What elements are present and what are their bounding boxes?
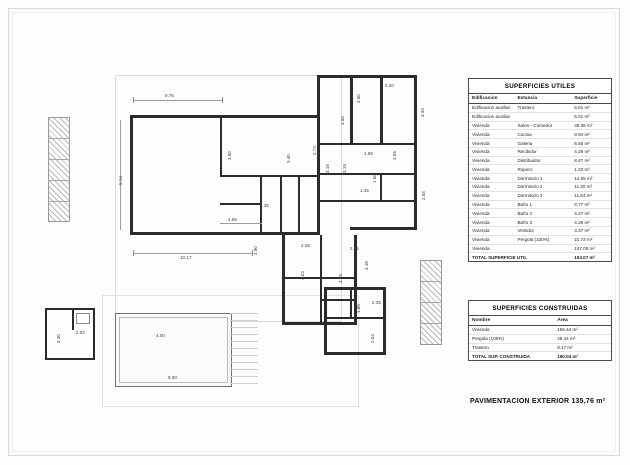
cell-edificacion: Vivienda bbox=[469, 200, 514, 209]
col-nombre: Nombre bbox=[469, 316, 554, 326]
cell-superficie: 11.64 m² bbox=[571, 191, 611, 200]
dim-tick-4 bbox=[252, 250, 253, 256]
wall-trastero-north bbox=[45, 308, 95, 310]
cell-total-label: TOTAL SUP. CONSTRUIDA bbox=[469, 352, 554, 360]
wall-annex-east bbox=[383, 287, 386, 355]
cell-edificacion: Vivienda bbox=[469, 130, 514, 139]
cell-superficie: 6.01 m² bbox=[571, 112, 611, 121]
table-row bbox=[469, 174, 611, 183]
cell-total-value: 190.04 m² bbox=[554, 352, 611, 360]
cell-superficie: 4.29 m² bbox=[571, 147, 611, 156]
trastero-fixture bbox=[76, 313, 90, 324]
table-row bbox=[469, 191, 611, 200]
cell-edificacion: Vivienda bbox=[469, 147, 514, 156]
table-row-subtotal bbox=[469, 244, 611, 253]
wall-partition-6 bbox=[220, 203, 262, 205]
dim-403: 4.03 bbox=[300, 271, 305, 280]
wall-interior-wing-h2 bbox=[317, 173, 417, 175]
dim-319: 3.19 bbox=[342, 164, 347, 173]
dim-315: 3.15 bbox=[325, 164, 330, 173]
dim-252: 2.52 bbox=[76, 330, 85, 335]
cell-area: 8.17 m² bbox=[554, 343, 611, 352]
cell-estancia: Vestidor bbox=[514, 226, 571, 235]
wall-partition-5 bbox=[298, 177, 300, 233]
wall-annex-west bbox=[324, 287, 327, 355]
cell-edificacion: Vivienda bbox=[469, 209, 514, 218]
table-construidas-title: SUPERFICIES CONSTRUIDAS bbox=[469, 301, 611, 316]
wall-annex-h bbox=[324, 317, 386, 319]
cell-edificacion: Vivienda bbox=[469, 156, 514, 165]
cell-total-value: 153.07 m² bbox=[571, 253, 611, 261]
dim-1017: 10.17 bbox=[180, 255, 192, 260]
pool-inner bbox=[119, 317, 228, 383]
cell-edificacion: Edificacion auxiliar bbox=[469, 112, 514, 121]
dim-514: 5.14 bbox=[118, 176, 123, 185]
wall-interior-wing-v1 bbox=[350, 75, 353, 145]
wall-interior-wing-h1 bbox=[317, 143, 417, 145]
dim-418: 4.18 bbox=[364, 261, 369, 270]
dim-400: 4.00 bbox=[156, 333, 165, 338]
cell-edificacion: Vivienda bbox=[469, 235, 514, 244]
table-row bbox=[469, 200, 611, 209]
cell-edificacion: Vivienda bbox=[469, 174, 514, 183]
table-row bbox=[469, 147, 611, 156]
wall-south-block-mid bbox=[320, 235, 322, 323]
pergola-rib-2 bbox=[48, 159, 70, 160]
dim-255: 2.55 bbox=[421, 191, 426, 200]
wall-trastero-east bbox=[93, 308, 95, 360]
dimline-456 bbox=[220, 223, 262, 224]
dim-393: 3.93 bbox=[420, 108, 425, 117]
cell-estancia: Dormitorio 2 bbox=[514, 183, 571, 192]
cell-superficie: 4.27 m² bbox=[571, 209, 611, 218]
table-row bbox=[469, 209, 611, 218]
cell-total-label: TOTAL SUPERFICIE UTIL bbox=[469, 253, 571, 261]
col-area: Área bbox=[554, 316, 611, 326]
dim-tick-3 bbox=[133, 250, 134, 256]
table-utiles-header-row bbox=[469, 94, 611, 104]
wall-wing-lower-south bbox=[350, 227, 417, 230]
wall-north-main bbox=[130, 115, 320, 118]
pool-deck-hatch bbox=[230, 313, 258, 385]
cell-estancia: Dormitorio 3 bbox=[514, 191, 571, 200]
cell-area: 156.44 m² bbox=[554, 326, 611, 335]
cell-superficie: 8.77 m² bbox=[571, 200, 611, 209]
cell-edificacion: Vivienda bbox=[469, 226, 514, 235]
dim-135: 1.35 bbox=[260, 203, 269, 208]
cell-superficie: 8.47 m² bbox=[571, 156, 611, 165]
dim-225: 2.25 bbox=[350, 246, 359, 251]
dimline-514 bbox=[120, 120, 121, 230]
floor-plan-drawing bbox=[20, 55, 450, 425]
table-row bbox=[469, 156, 611, 165]
dim-320: 3.20 bbox=[385, 83, 394, 88]
cell-estancia: Baño 2 bbox=[514, 209, 571, 218]
col-edificacion: Edificacion bbox=[469, 94, 514, 104]
cell-edificacion: Vivienda bbox=[469, 183, 514, 192]
col-superficie: Superficie bbox=[571, 94, 611, 104]
col-estancia: Estancia bbox=[514, 94, 571, 104]
dim-145: 1.45 bbox=[360, 188, 369, 193]
cell-estancia: Trastero bbox=[514, 104, 571, 113]
dim-tick-2 bbox=[222, 97, 223, 103]
wall-partition-4 bbox=[280, 175, 282, 233]
pergola-hatch-west bbox=[48, 117, 70, 222]
table-superficies-construidas bbox=[468, 300, 612, 361]
table-utiles-title: SUPERFICIES UTILES bbox=[469, 79, 611, 94]
wall-south-block-h1 bbox=[282, 277, 357, 279]
dimline-975 bbox=[133, 100, 223, 101]
pergola-east-rib-1 bbox=[420, 281, 442, 282]
table-row bbox=[469, 139, 611, 148]
cell-estancia bbox=[514, 112, 571, 121]
wall-east-main bbox=[317, 75, 320, 235]
cell-subtotal-estancia bbox=[514, 244, 571, 253]
cell-superficie: 4.29 m² bbox=[571, 218, 611, 227]
pergola-east-rib-2 bbox=[420, 302, 442, 303]
wall-south-block-west bbox=[282, 235, 285, 325]
wall-trastero-part bbox=[72, 308, 74, 330]
dim-235: 2.35 bbox=[372, 300, 381, 305]
dimline-1017 bbox=[133, 253, 253, 254]
table-row bbox=[469, 334, 611, 343]
wall-interior-wing-h3 bbox=[317, 200, 417, 202]
cell-nombre: Pergola (100%) bbox=[469, 334, 554, 343]
dim-160: 1.60 bbox=[372, 174, 377, 183]
table-row-total bbox=[469, 352, 611, 360]
wall-trastero-west bbox=[45, 308, 47, 360]
cell-nombre: Trastero bbox=[469, 343, 554, 352]
cell-superficie: 9.94 m² bbox=[571, 130, 611, 139]
wall-south-main bbox=[130, 232, 320, 235]
dim-360: 3.60 bbox=[227, 151, 232, 160]
cell-edificacion: Vivienda bbox=[469, 218, 514, 227]
dim-355: 3.55 bbox=[340, 116, 345, 125]
table-utiles-grid bbox=[469, 94, 611, 261]
cell-nombre: Vivienda bbox=[469, 326, 554, 335]
wall-west-main bbox=[130, 115, 133, 235]
pergola-east-rib-3 bbox=[420, 323, 442, 324]
cell-superficie: 1.23 m² bbox=[571, 165, 611, 174]
wall-annex-mid bbox=[350, 287, 352, 317]
cell-edificacion: Vivienda bbox=[469, 165, 514, 174]
dim-188: 1.88 bbox=[364, 151, 373, 156]
cell-edificacion: Vivienda bbox=[469, 121, 514, 130]
cell-superficie: 3.37 m² bbox=[571, 226, 611, 235]
wall-partition-1 bbox=[220, 117, 222, 177]
dim-900: 9.00 bbox=[168, 375, 177, 380]
wall-interior-wing-v3 bbox=[380, 173, 382, 201]
cell-estancia: Distribuidor bbox=[514, 156, 571, 165]
cell-edificacion: Vivienda bbox=[469, 139, 514, 148]
cell-estancia: Baño 3 bbox=[514, 218, 571, 227]
cell-superficie: 11.30 m² bbox=[571, 183, 611, 192]
cell-estancia: Salon - Comedor bbox=[514, 121, 571, 130]
table-row bbox=[469, 343, 611, 352]
table-row bbox=[469, 165, 611, 174]
table-row bbox=[469, 218, 611, 227]
cell-superficie: 6.01 m² bbox=[571, 104, 611, 113]
dim-290: 2.90 bbox=[253, 246, 258, 255]
cell-subtotal-edificacion: Vivienda bbox=[469, 244, 514, 253]
dim-208: 2.08 bbox=[301, 243, 310, 248]
cell-edificacion: Edificacion auxiliar bbox=[469, 104, 514, 113]
dim-340: 3.40 bbox=[286, 154, 291, 163]
pergola-rib-1 bbox=[48, 138, 70, 139]
wall-partition-2 bbox=[220, 175, 318, 177]
cell-superficie: 6.85 m² bbox=[571, 139, 611, 148]
cell-estancia: Dormitorio 1 bbox=[514, 174, 571, 183]
table-construidas-grid bbox=[469, 316, 611, 360]
table-superficies-utiles bbox=[468, 78, 612, 262]
cell-superficie: 14.55 m² bbox=[571, 174, 611, 183]
dim-tick-1 bbox=[133, 97, 134, 103]
cell-estancia: Pergola (100%) bbox=[514, 235, 571, 244]
dim-479: 4.79 bbox=[338, 274, 343, 283]
dim-456: 4.56 bbox=[228, 217, 237, 222]
table-row-total bbox=[469, 253, 611, 261]
cell-estancia: Cocina bbox=[514, 130, 571, 139]
table-row bbox=[469, 121, 611, 130]
wall-north-wing-top bbox=[317, 75, 417, 78]
wall-annex-south bbox=[324, 352, 386, 355]
dim-185: 1.85 bbox=[356, 304, 361, 313]
cell-estancia: Galeria bbox=[514, 139, 571, 148]
table-construidas-header-row bbox=[469, 316, 611, 326]
cell-superficie: 21.72 m² bbox=[571, 235, 611, 244]
table-row bbox=[469, 112, 611, 121]
plot-boundary bbox=[115, 75, 342, 322]
cell-estancia: Recibidor bbox=[514, 147, 571, 156]
dim-350: 3.50 bbox=[356, 94, 361, 103]
cell-edificacion: Vivienda bbox=[469, 191, 514, 200]
table-row bbox=[469, 226, 611, 235]
pergola-rib-4 bbox=[48, 201, 70, 202]
cell-estancia: Ropero bbox=[514, 165, 571, 174]
dim-305: 3.05 bbox=[392, 151, 397, 160]
dim-204: 2.04 bbox=[370, 334, 375, 343]
wall-annex-north bbox=[324, 287, 386, 290]
dim-373: 3.73 bbox=[312, 146, 317, 155]
cell-subtotal-superficie: 147.05 m² bbox=[571, 244, 611, 253]
pergola-rib-3 bbox=[48, 180, 70, 181]
wall-interior-wing-v2 bbox=[380, 75, 383, 145]
table-row bbox=[469, 130, 611, 139]
dim-330: 3.30 bbox=[56, 334, 61, 343]
table-row bbox=[469, 183, 611, 192]
cell-area: 25.44 m² bbox=[554, 334, 611, 343]
cell-estancia: Baño 1 bbox=[514, 200, 571, 209]
cell-superficie: 36.36 m² bbox=[571, 121, 611, 130]
table-row bbox=[469, 326, 611, 335]
table-row bbox=[469, 235, 611, 244]
dim-975: 9.75 bbox=[165, 93, 174, 98]
wall-trastero-south bbox=[45, 358, 95, 360]
pavimentacion-note: PAVIMENTACION EXTERIOR 135,76 m² bbox=[470, 398, 606, 405]
table-row bbox=[469, 104, 611, 113]
